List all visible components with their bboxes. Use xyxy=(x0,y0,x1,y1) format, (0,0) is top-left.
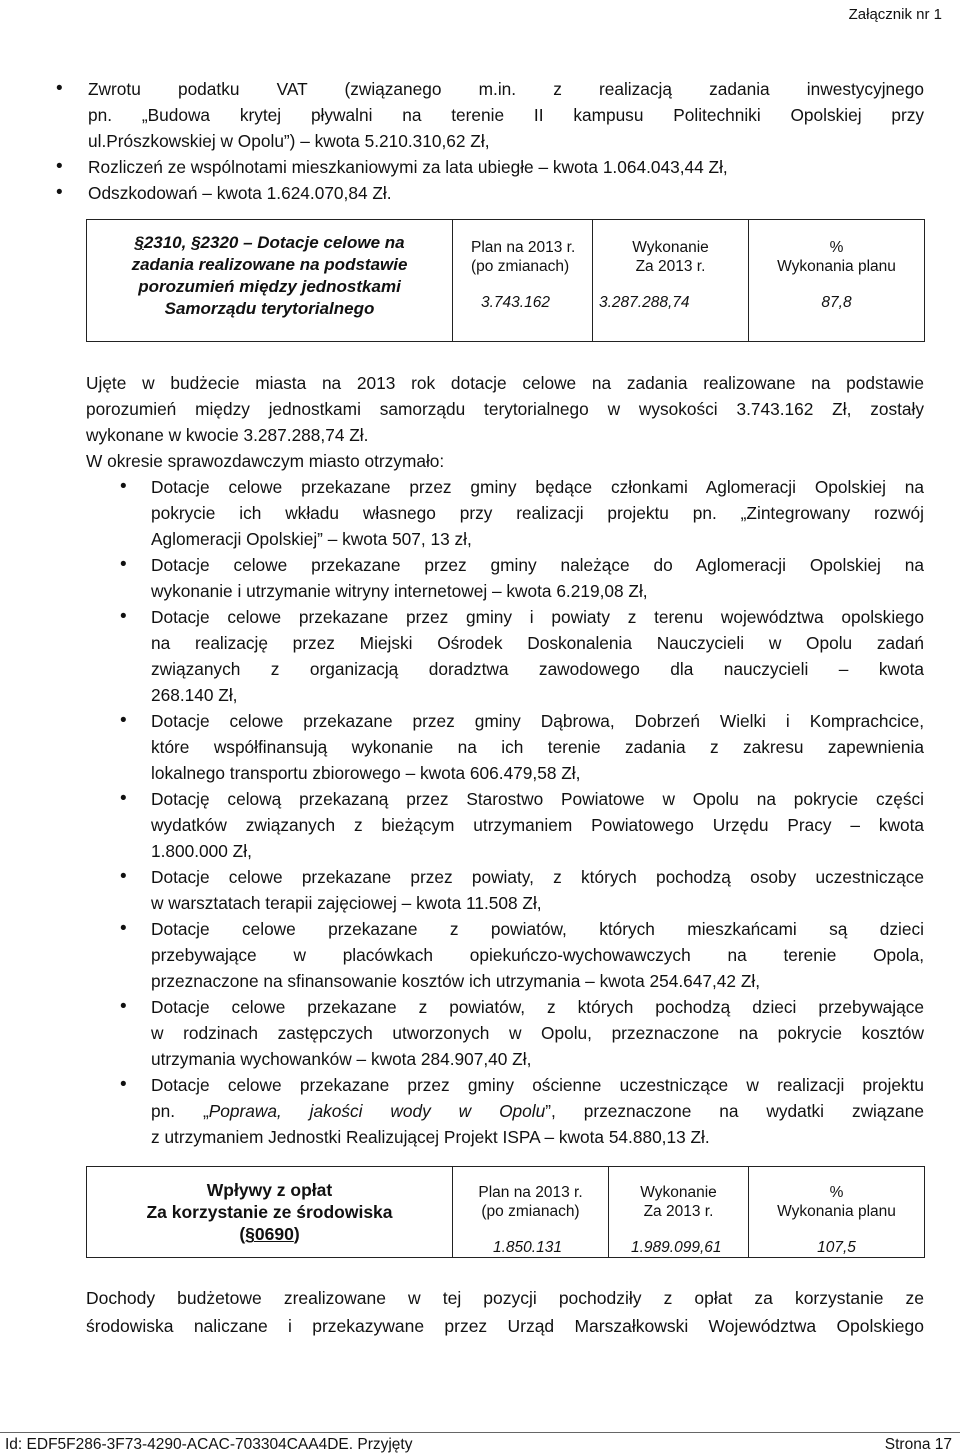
list-item: • Dotacje celowe przekazane z powiatów, których mieszkańcami są dzieci przebywające w placówkach opiekuńczo-wychowawczych na terenie Opola, przeznaczone na sfinansowanie kosztów ich utrzymania – kwota 254.647,42 Zł, xyxy=(86,916,924,994)
paragraph-grants-intro: Ujęte w budżecie miasta na 2013 rok dotacje celowe na zadania realizowane na podstawie porozumień między jednostkami samorządu terytorialnego w wysokości 3.743.162 Zł, zostały wykonane w kwocie 3.287.288,74 Zł. W okresie sprawozdawczym miasto otrzymało: xyxy=(86,373,924,471)
list-item: • Dotacje celowe przekazane przez gminy Dąbrowa, Dobrzeń Wielki i Komprachcice, które współfinansują wykonanie na ich terenie zadania z zakresu zapewnienia lokalnego transportu zbiorowego – kwota 606.479,58 Zł, xyxy=(86,708,924,786)
table-title-cell: Wpływy z opłat Za korzystanie ze środowiska (§0690) xyxy=(87,1167,453,1258)
list-item: • Rozliczeń ze wspólnotami mieszkaniowymi za lata ubiegłe – kwota 1.064.043,44 Zł, xyxy=(22,154,924,180)
percent-column: % Wykonania planu 87,8 xyxy=(749,220,925,342)
list-item: • Dotację celową przekazaną przez Starostwo Powiatowe w Opolu na pokrycie części wydatków związanych z bieżącym utrzymaniem Powiatowego Urzędu Pracy – kwota 1.800.000 Zł, xyxy=(86,786,924,864)
footer-document-id: Id: EDF5F286-3F73-4290-ACAC-703304CAA4DE. Przyjęty xyxy=(5,1436,413,1453)
plan-column: Plan na 2013 r. (po zmianach) 1.850.131 xyxy=(453,1167,609,1258)
attachment-label: Załącznik nr 1 xyxy=(848,6,942,23)
list-item: • Dotacje celowe przekazane przez gminy należące do Aglomeracji Opolskiej na wykonanie i utrzymanie witryny internetowej – kwota 6.219,08 Zł, xyxy=(86,552,924,604)
table-title-cell: §2310, §2320 – Dotacje celowe na zadania realizowane na podstawie porozumień między jednostkami Samorządu terytorialnego xyxy=(87,220,453,342)
execution-column: Wykonanie Za 2013 r. 1.989.099,61 xyxy=(609,1167,749,1258)
grants-bullet-list xyxy=(86,474,924,1150)
list-item: • Dotacje celowe przekazane przez gminy będące członkami Aglomeracji Opolskiej na pokrycie ich wkładu własnego przy realizacji projektu pn. „Zintegrowany rozwój Aglomeracji Opolskiej” – kwota 507, 13 zł, xyxy=(86,474,924,552)
percent-value: 107,5 xyxy=(817,1239,856,1256)
intro-bullet-list xyxy=(88,76,924,206)
footer-divider xyxy=(0,1432,960,1433)
percent-value: 87,8 xyxy=(821,294,852,311)
execution-value: 3.287.288,74 xyxy=(599,294,690,311)
list-item: • Dotacje celowe przekazane z powiatów, z których pochodzą dzieci przebywające w rodzinach zastępczych utworzonych w Opolu, przeznaczone na pokrycie kosztów utrzymania wychowanków – kwota 284.907,40 Zł, xyxy=(86,994,924,1072)
execution-column: Wykonanie Za 2013 r. 3.287.288,74 xyxy=(593,220,749,342)
list-item: • Dotacje celowe przekazane przez powiaty, z których pochodzą osoby uczestniczące w warsztatach terapii zajęciowej – kwota 11.508 Zł, xyxy=(86,864,924,916)
page-number: Strona 17 xyxy=(884,1436,952,1453)
environment-fees-table xyxy=(86,1166,925,1258)
plan-value: 3.743.162 xyxy=(481,294,550,311)
list-item: • Zwrotu podatku VAT (związanego m.in. z realizacją zadania inwestycyjnego pn. „Budowa krytej pływalni na terenie II kampusu Politechniki Opolskiej przy ul.Prószkowskiej w Opolu”) – kwota 5.210.310,62 Zł, xyxy=(22,76,924,154)
paragraph-environment-fees: Dochody budżetowe zrealizowane w tej pozycji pochodziły z opłat za korzystanie ze środowiska naliczane i przekazywane przez Urząd Marszałkowski Województwa Opolskiego xyxy=(86,1288,924,1336)
grants-summary-table xyxy=(86,219,925,342)
plan-column: Plan na 2013 r. (po zmianach) 3.743.162 xyxy=(453,220,593,342)
plan-value: 1.850.131 xyxy=(493,1239,562,1256)
list-item: • Odszkodowań – kwota 1.624.070,84 Zł. xyxy=(22,180,924,206)
list-item: • Dotacje celowe przekazane przez gminy ościenne uczestniczące w realizacji projektu pn. „Poprawa, jakości wody w Opolu”, przeznaczone na wydatki związane z utrzymaniem Jednostki Realizującej Projekt ISPA – kwota 54.880,13 Zł. xyxy=(86,1072,924,1150)
execution-value: 1.989.099,61 xyxy=(631,1239,722,1256)
percent-column: % Wykonania planu 107,5 xyxy=(749,1167,925,1258)
list-item: • Dotacje celowe przekazane przez gminy i powiaty z terenu województwa opolskiego na realizację przez Miejski Ośrodek Doskonalenia Nauczycieli w Opolu zadań związanych z organizacją doradztwa zawodowego dla nauczycieli – kwota 268.140 Zł, xyxy=(86,604,924,708)
